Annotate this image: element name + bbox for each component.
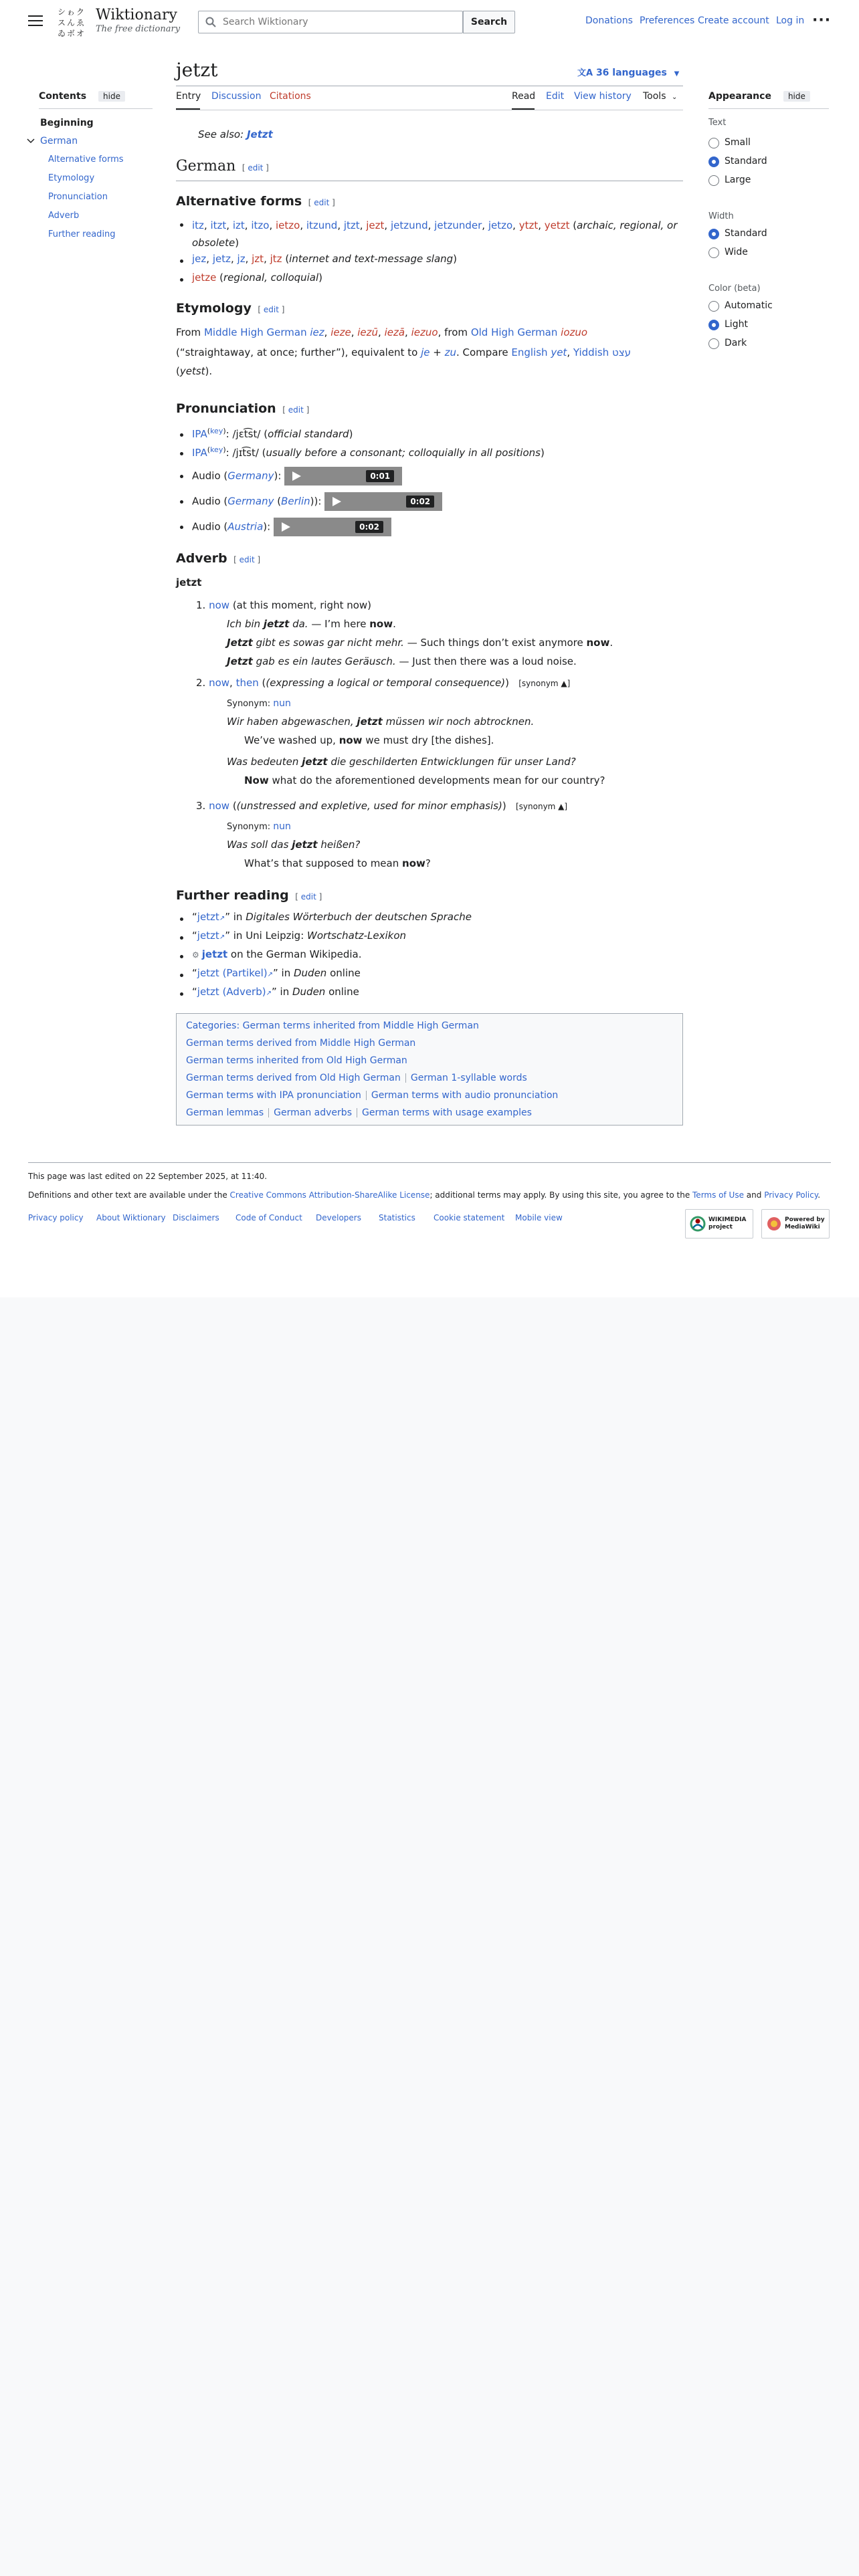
ohg-form-link[interactable]: iozuo [561,326,588,338]
chevron-down-icon: ▼ [674,70,680,78]
ipa-line-2: $IPA^{(key)}$: /jɪt͡st/ (usually before a consonant; colloquially in all positions) [192,445,545,459]
audio-player[interactable] [324,492,442,511]
external-link[interactable]: jetzt (Adverb) [197,986,266,998]
toc-divider [39,108,153,109]
svg-text:ん: ん [67,18,76,27]
ipa-note: official standard [268,428,349,440]
footer-link[interactable]: Developers [316,1213,361,1222]
synonym-line [227,821,291,832]
appearance-title: Appearance [708,91,771,102]
tab-discussion[interactable]: Discussion [211,91,262,102]
gloss-link[interactable]: now [209,800,230,812]
usage-example: Ich bin jetzt da. — I’m here now. [227,618,396,630]
ipa-transcription: /jɛt͡st/ [232,428,261,440]
yiddish-translit: yetst [179,365,205,377]
alt-form-link[interactable]: jetz [212,253,231,265]
further-reading-item [192,948,362,960]
bullet [180,955,183,958]
search-input[interactable] [221,15,456,29]
category-separator [268,1108,269,1117]
footer-link[interactable]: Disclaimers [173,1213,219,1222]
toc-item-etymology[interactable]: Etymology [48,173,95,183]
alt-form-link[interactable]: jzt [252,253,264,265]
bullet [180,974,183,977]
audio-line-3: Audio (Austria): 0:02 [192,518,391,536]
source-title: Digitales Wörterbuch der deutschen Sprache [246,911,472,923]
mhg-link[interactable]: Middle High German [203,326,307,338]
language-selector[interactable] [577,66,679,78]
bullet [180,526,183,529]
edit-link[interactable]: edit [288,405,304,415]
radio-label[interactable]: Dark [725,338,747,348]
tab-view-history[interactable]: View history [574,91,632,102]
terms-link[interactable]: Terms of Use [692,1190,744,1200]
audio-duration: 0:02 [406,496,434,508]
etym-text: from [444,326,468,338]
tab-entry[interactable]: Entry [176,91,201,102]
external-link[interactable]: jetzt [197,930,219,942]
radio-label[interactable]: Standard [725,156,767,167]
radio-color_options-2[interactable] [708,338,719,349]
alt-form-link[interactable]: yetzt [544,219,570,231]
ohg-link[interactable]: Old High German [470,326,558,338]
see-also [198,128,273,140]
toc-item-german[interactable]: German [40,136,78,146]
play-icon[interactable] [282,522,290,532]
external-link[interactable]: jetzt [197,911,219,923]
external-link-icon: ↗ [219,915,225,922]
alt-form-link[interactable]: izt [232,219,245,231]
alt-form-link[interactable]: ietzo [275,219,300,231]
preferences-link[interactable]: Preferences [640,15,695,26]
edit-link[interactable]: edit [300,892,316,901]
alt-form-link[interactable]: jz [237,253,246,265]
play-icon[interactable] [292,471,301,481]
ipa-link[interactable]: IPA [192,447,207,459]
audio-duration: 0:02 [355,521,383,533]
play-icon[interactable] [332,497,341,506]
color-label: Color (beta) [708,284,761,294]
footer-link[interactable]: About Wiktionary [96,1213,166,1222]
sense-number: 3. [196,800,206,812]
ipa-line-1: $IPA^{(key)}$: /jɛt͡st/ (official standard) [192,427,353,440]
alt-forms-line1: itz, itzt, izt, itzo, ietzo, itzund, jtzt, jezt, jetzund, jetzunder, jetzo, ytzt, yetzt (archaic, regional, or obsolete) [192,219,678,249]
privacy-link[interactable]: Privacy Policy [764,1190,818,1200]
synonym-toggle[interactable]: [synonym ▲] [518,679,571,688]
audio-line-2: Audio (Germany (Berlin)): 0:02 [192,492,442,511]
alt-form-link[interactable]: jetzund [390,219,428,231]
create-account-link[interactable]: Create account [698,15,769,26]
category-link[interactable]: German terms derived from Middle High German [186,1038,416,1049]
etymology-line1: From Middle High German iez, ieze, iezū, iezā, iezuo, from Old High German iozuo [176,326,588,338]
quote-open: “ [192,986,197,998]
category-link[interactable]: German terms derived from Old High German [186,1073,401,1083]
further-text: ” in [225,911,246,923]
audio-duration: 0:01 [366,470,394,482]
alt-form-link[interactable]: jetze [192,272,217,284]
toc-item-beginning[interactable]: Beginning [40,118,94,128]
alt-form-link[interactable]: jtzt [343,219,360,231]
external-link-icon: ↗ [267,971,274,978]
alt-form-link[interactable]: itzund [306,219,338,231]
ipa-note: usually before a consonant; colloquially in all positions [266,447,541,459]
svg-text:ス: ス [58,18,66,27]
further-text: online [325,986,359,998]
edit-link[interactable]: edit [239,555,255,564]
edit-section-link[interactable]: [ edit ] [308,198,335,207]
further-text: ” in Uni Leipzig: [225,930,308,942]
language-section-heading [176,158,269,175]
edit-section-link[interactable]: [ edit ] [258,305,285,314]
svg-text:オ: オ [76,29,85,38]
see-also-label: See also: [198,128,244,140]
radio-text_options-1[interactable] [708,156,719,167]
tab-citations[interactable]: Citations [270,91,311,102]
bullet [180,936,183,940]
english-link[interactable]: English [511,346,548,358]
sense-number: 1. [196,599,206,611]
synonym-link[interactable]: nun [273,821,291,832]
categories-label-link[interactable]: Categories: [186,1021,240,1031]
svg-text:ボ: ボ [67,29,76,38]
license-link[interactable]: Creative Commons Attribution-ShareAlike License [229,1190,430,1200]
quote-open: “ [192,967,197,979]
sense-1 [196,599,371,611]
mhg-form-link[interactable]: iezuo [411,326,438,338]
svg-text:ゎ: ゎ [67,7,76,17]
etymology-line2: (“straightaway, at once; further”), equivalent to je + zu. Compare English yet, Yiddish עצט [176,346,631,358]
bullet [180,918,183,921]
alt-forms-line2: jez, jetz, jz, jzt, jtz (internet and text-message slang) [192,253,458,265]
site-name: Wiktionary [96,7,177,23]
translate-icon: 文A [577,68,593,78]
audio-player[interactable] [284,467,402,486]
synonym-link[interactable]: nun [273,698,291,709]
alt-form-link[interactable]: itzt [210,219,227,231]
footer-link[interactable]: Cookie statement [434,1213,505,1222]
language-count: 36 languages [595,68,667,78]
further-reading-item [192,967,361,979]
donations-link[interactable]: Donations [585,15,633,26]
wikimedia-badge-text: WIKIMEDIA project [708,1216,747,1230]
audio-subregion-link[interactable]: Berlin [281,495,310,508]
radio-label[interactable]: Light [725,319,748,330]
svg-text:ク: ク [76,7,85,17]
category-row [186,1021,479,1031]
tab-edit[interactable]: Edit [546,91,565,102]
footer-link[interactable]: Statistics [379,1213,415,1222]
radio-color_options-1[interactable] [708,320,719,330]
usage-example: Was soll das jetzt heißen? [227,839,361,851]
wikimedia-logo-icon [690,1216,706,1232]
english-form-link[interactable]: yet [551,346,567,358]
usage-example: Wir haben abgewaschen, jetzt müssen wir noch abtrocknen. [227,716,535,728]
bullet [180,278,183,282]
edit-section-link[interactable]: [ edit ] [233,555,261,564]
ipa-link[interactable]: IPA [192,428,207,440]
radio-label[interactable]: Automatic [725,300,773,311]
etymology-heading [176,301,284,316]
radio-label[interactable]: Standard [725,228,767,239]
alt-form-link[interactable]: itz [192,219,204,231]
footer-link[interactable]: Code of Conduct [235,1213,302,1222]
section-title: Alternative forms [176,194,302,209]
category-link[interactable]: German adverbs [274,1107,352,1118]
footer-divider [28,1162,831,1163]
synonym-label: Synonym: [227,822,271,832]
further-text: online [326,967,361,979]
alt-form-link[interactable]: jtz [270,253,282,265]
mediawiki-logo-icon [766,1216,782,1232]
ipa-transcription: /jɪt͡st/ [232,447,259,459]
further-reading-item [192,911,472,923]
category-separator [366,1091,367,1100]
more-options-icon[interactable]: ··· [812,12,832,29]
usage-example: Jetzt gibt es sowas gar nicht mehr. — Such things don’t exist anymore now. [227,637,613,649]
appearance-divider [708,108,829,109]
section-title: Pronunciation [176,401,276,416]
audio-label: Audio [192,520,221,533]
bullet [180,452,183,455]
toc-item-further-reading[interactable]: Further reading [48,229,116,239]
audio-region-link[interactable]: Germany [227,495,274,508]
category-link[interactable]: German terms with IPA pronunciation [186,1090,361,1101]
synonym-label: Synonym: [227,699,271,709]
toc-hide-button[interactable]: hide [98,91,125,102]
further-reading-item [192,930,406,942]
text-size-label: Text [708,118,727,128]
alt-form-link[interactable]: itzo [251,219,270,231]
usage-note: internet and text-message slang [289,253,454,265]
category-link[interactable]: German terms inherited from Middle High German [242,1021,479,1031]
category-row [186,1038,415,1049]
bullet [180,259,183,263]
radio-width_options-0[interactable] [708,229,719,239]
audio-label: Audio [192,495,221,508]
sense-gloss: (unstressed and expletive, used for minor emphasis) [236,800,502,812]
radio-width_options-1[interactable] [708,247,719,258]
search-button[interactable]: Search [463,11,515,33]
usage-note: regional, colloquial [223,272,319,284]
etymology-line3: (yetst). [176,365,213,377]
wikipedia-icon: ⚙ [192,950,199,960]
category-link[interactable]: German terms inherited from Old High German [186,1055,407,1066]
category-row [186,1073,527,1083]
toc-item-adverb[interactable]: Adverb [48,211,80,221]
usage-translation: We’ve washed up, now we must dry [the dishes]. [244,734,494,746]
see-also-link[interactable]: Jetzt [246,128,273,140]
mediawiki-badge-text: Powered by MediaWiki [785,1216,825,1230]
yiddish-form-link[interactable]: עצט [611,346,631,358]
category-link[interactable]: German 1-syllable words [410,1073,527,1083]
license-text: Definitions and other text are available under the Creative Commons Attribution-ShareAlike License; additional terms may apply. By using this site, you agree to the Terms of Use and Privacy Policy. [28,1190,821,1200]
sense-gloss: (expressing a logical or temporal consequence) [266,677,506,689]
synonym-toggle[interactable]: [synonym ▲] [515,802,568,811]
external-link-icon: ↗ [219,934,225,941]
site-tagline: The free dictionary [96,24,181,34]
edit-section-link[interactable]: [ edit ] [242,163,269,173]
tools-label: Tools [643,91,666,102]
footer-link[interactable]: Mobile view [515,1213,563,1222]
etym-gloss: (“straightaway, at once; further”), equivalent to [176,346,418,358]
mhg-form-link[interactable]: iezū [357,326,379,338]
categories-box [176,1013,683,1125]
category-separator [405,1073,406,1083]
bullet [180,433,183,437]
external-link-icon: ↗ [266,990,272,997]
alternative-forms-heading [176,194,335,209]
wikipedia-link[interactable]: jetzt [201,948,228,960]
tab-read[interactable]: Read [512,91,536,102]
pronunciation-heading [176,401,309,416]
edit-link[interactable]: edit [263,305,279,314]
table-of-contents [39,91,153,239]
mhg-form-link[interactable]: ieze [330,326,351,338]
quote-open: “ [192,930,197,942]
source-title: Duden [294,967,327,979]
wiktionary-logo[interactable] [56,5,91,39]
mhg-form-link[interactable]: iez [310,326,324,338]
alt-form-link[interactable]: ytzt [518,219,539,231]
radio-text_options-0[interactable] [708,138,719,148]
zu-link[interactable]: zu [444,346,456,358]
etym-text: From [176,326,201,338]
gloss-link[interactable]: now [209,677,230,689]
alt-forms-line3: jetze (regional, colloquial) [192,272,323,284]
edit-link[interactable]: edit [248,163,264,173]
toc-item-alternative-forms[interactable]: Alternative forms [48,154,124,165]
tools-menu[interactable] [643,91,677,102]
usage-example: Was bedeuten jetzt die geschilderten Entwicklungen für unser Land? [227,756,576,768]
further-text: on the German Wikipedia. [227,948,362,960]
ipa-key-link[interactable]: key [210,427,223,435]
quote-open: “ [192,911,197,923]
usage-note: archaic, regional, or obsolete [192,219,678,249]
toc-item-pronunciation[interactable]: Pronunciation [48,192,108,202]
search-icon [205,17,216,27]
language-heading: German [176,158,236,175]
category-row [186,1090,558,1101]
further-reading-heading [176,888,322,903]
mhg-form-link[interactable]: iezā [384,326,405,338]
category-link[interactable]: German terms with usage examples [361,1107,532,1118]
radio-color_options-0[interactable] [708,301,719,312]
synonym-line [227,698,291,709]
edit-link[interactable]: edit [314,198,330,207]
svg-text:シ: シ [58,7,66,17]
usage-translation: Now what do the aforementioned developments mean for our country? [244,774,605,786]
source-title: Wortschatz-Lexikon [307,930,407,942]
page-title: jetzt [176,59,218,81]
last-edited: This page was last edited on 22 September 2025, at 11:40. [28,1172,268,1181]
category-row [186,1055,407,1066]
section-title: Etymology [176,301,252,316]
audio-label: Audio [192,469,221,482]
source-title: Duden [292,986,326,998]
external-link[interactable]: jetzt (Partikel) [197,967,268,979]
search-box[interactable] [198,11,463,33]
alt-form-link[interactable]: jez [192,253,207,265]
wikimedia-badge[interactable] [685,1209,753,1239]
alt-form-link[interactable]: jezt [366,219,385,231]
toc-title: Contents [39,91,87,102]
bullet [180,223,183,227]
edit-section-link[interactable]: [ edit ] [282,405,310,415]
chevron-down-icon[interactable] [27,138,35,144]
further-text: ” in [272,986,292,998]
chevron-down-icon: ⌄ [671,94,678,101]
svg-text:ゐ: ゐ [58,29,66,38]
sense-gloss: (at this moment, right now) [232,599,372,611]
headword: jetzt [176,576,202,588]
svg-text:ゑ: ゑ [76,18,85,27]
alt-form-link[interactable]: jetzunder [434,219,482,231]
bullet [180,475,183,478]
radio-text_options-2[interactable] [708,175,719,186]
alt-form-link[interactable]: jetzo [488,219,513,231]
gloss-link[interactable]: then [235,677,259,689]
etym-plus: + [433,346,442,358]
etym-text: ). [205,365,213,377]
sense-2: 2. now, then ((expressing a logical or temporal consequence)) [synonym ▲] [196,677,571,689]
yiddish-link[interactable]: Yiddish [573,346,609,358]
section-title: Further reading [176,888,289,903]
login-link[interactable]: Log in [776,15,805,26]
usage-example: Jetzt gab es ein lautes Geräusch. — Just then there was a loud noise. [227,655,577,667]
audio-player[interactable] [274,518,391,536]
appearance-hide-button[interactable]: hide [783,91,810,102]
bullet [180,992,183,996]
radio-label[interactable]: Small [725,137,751,148]
main-menu-icon[interactable] [28,15,43,27]
category-link[interactable]: German lemmas [186,1107,264,1118]
category-row [186,1107,532,1118]
radio-label[interactable]: Wide [725,247,748,257]
gloss-link[interactable]: now [209,599,230,611]
category-link[interactable]: German terms with audio pronunciation [371,1090,559,1101]
usage-translation: What’s that supposed to mean now? [244,857,431,869]
further-text: ” in [273,967,294,979]
further-reading-item [192,986,359,998]
footer-link[interactable]: Privacy policy [28,1213,84,1222]
appearance-panel [708,91,829,348]
radio-label[interactable]: Large [725,175,751,185]
width-label: Width [708,211,734,221]
sense-3: 3. now ((unstressed and expletive, used for minor emphasis)) [synonym ▲] [196,800,568,812]
etym-text: . Compare [456,346,508,358]
audio-line-1: Audio (Germany): 0:01 [192,467,402,486]
je-link[interactable]: je [421,346,430,358]
site-wordmark[interactable] [96,7,180,34]
bullet [180,500,183,504]
ipa-key-link[interactable]: key [210,445,223,454]
mediawiki-badge[interactable] [761,1209,830,1239]
audio-region-link[interactable]: Germany [227,469,274,482]
section-title: Adverb [176,551,227,566]
adverb-heading [176,551,260,566]
sense-number: 2. [196,677,206,689]
audio-region-link[interactable]: Austria [227,520,264,533]
edit-section-link[interactable]: [ edit ] [295,892,322,901]
